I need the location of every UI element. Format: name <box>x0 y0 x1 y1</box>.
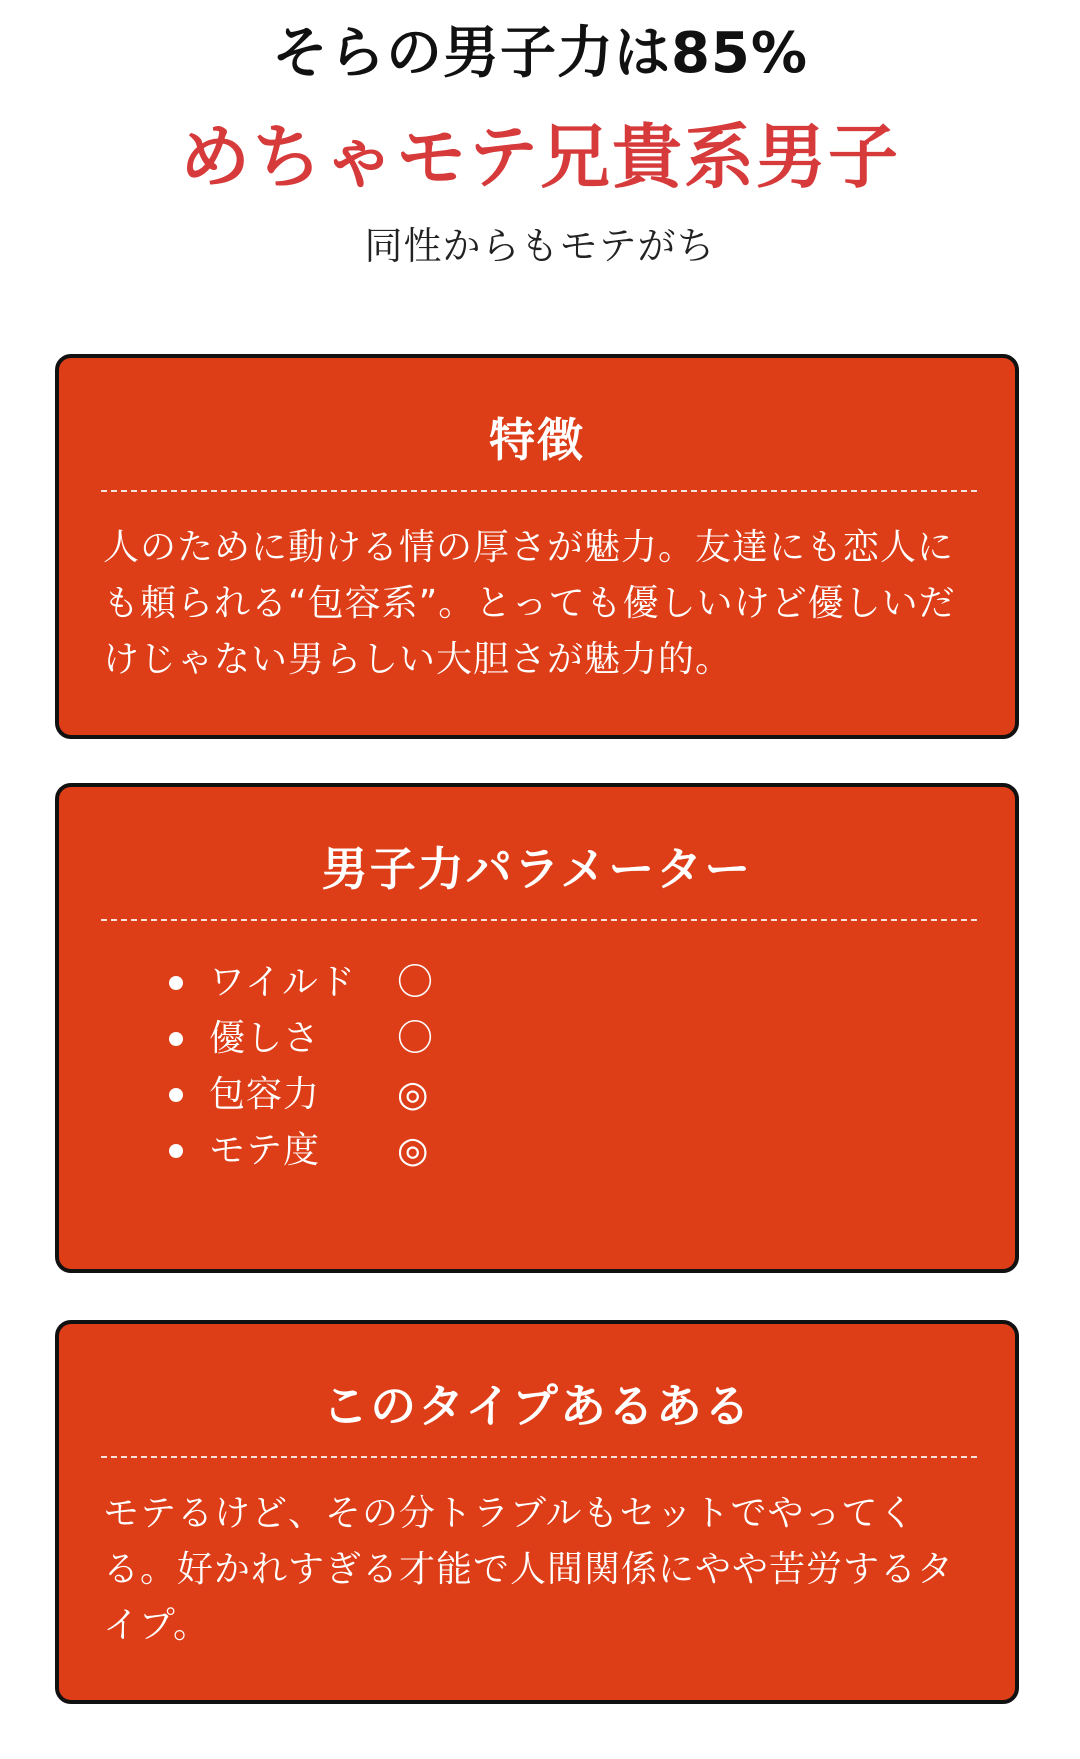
parameter-label: ワイルド <box>209 962 356 1003</box>
features-title: 特徴 <box>489 413 585 467</box>
bullet-icon <box>169 1088 183 1102</box>
parameter-rating: ◎ <box>397 1130 430 1171</box>
aruaru-card <box>55 1320 1019 1704</box>
type-name: めちゃモテ兄貴系男子 <box>180 116 900 198</box>
aruaru-title: このタイプあるある <box>322 1379 752 1433</box>
bullet-icon <box>169 1144 183 1158</box>
features-card <box>55 354 1019 739</box>
parameter-rating: ◎ <box>397 1074 430 1115</box>
bullet-icon <box>169 1032 183 1046</box>
parameter-rating: 〇 <box>397 962 435 1003</box>
aruaru-divider <box>101 1456 977 1458</box>
aruaru-body: モテるけど、その分トラブルもセットでやってくる。好かれすぎる才能で人間関係にやや苦労するタイプ。 <box>103 1493 955 1646</box>
parameters-card <box>55 783 1019 1273</box>
score-line: そらの男子力は85% <box>271 21 809 86</box>
parameter-label: モテ度 <box>209 1130 321 1171</box>
bullet-icon <box>169 976 183 990</box>
parameters-title: 男子力パラメーター <box>321 842 753 896</box>
parameter-rating: 〇 <box>397 1018 435 1059</box>
features-divider <box>101 490 977 492</box>
parameters-divider <box>101 919 977 921</box>
parameter-label: 包容力 <box>209 1074 321 1115</box>
type-subtitle: 同性からもモテがち <box>364 224 716 268</box>
parameter-label: 優しさ <box>209 1018 321 1059</box>
features-body: 人のために動ける情の厚さが魅力。友達にも恋人にも頼られる“包容系”。とっても優しいけど優しいだけじゃない男らしい大胆さが魅力的。 <box>103 527 956 680</box>
